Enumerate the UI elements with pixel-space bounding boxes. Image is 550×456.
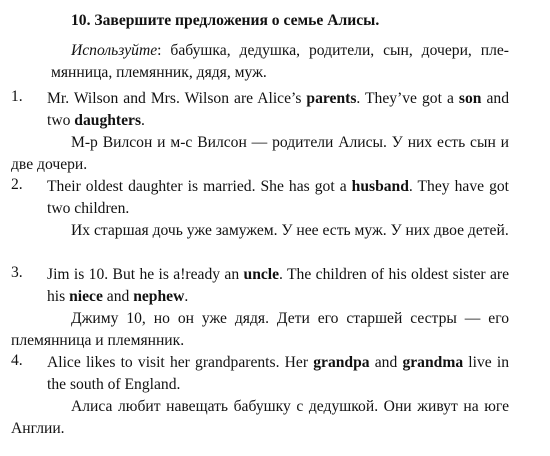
- item-number: 4.: [11, 352, 23, 369]
- exercise-item-2: [11, 176, 509, 242]
- answer-word: uncle: [243, 266, 280, 283]
- sentence-text: and: [102, 288, 134, 305]
- sentence-text: . The children of his oldest sister are his: [47, 266, 509, 305]
- answer-word: son: [458, 90, 482, 107]
- answer-word: daughters: [74, 112, 142, 129]
- sentence-text: . They’ve got a: [356, 90, 459, 107]
- english-sentence: [47, 88, 509, 132]
- exercise-title: 10. Завершите предложения о семье Алисы.: [71, 12, 380, 29]
- sentence-text: Alice likes to visit her grandparents. Her: [47, 354, 314, 371]
- english-sentence: [47, 176, 509, 220]
- item-number: 2.: [11, 176, 23, 193]
- sentence-text: .: [141, 112, 145, 129]
- sentence-text: .: [184, 288, 189, 305]
- answer-word: parents: [306, 90, 357, 107]
- sentence-text: and two: [47, 90, 509, 129]
- russian-translation: Алиса любит навещать бабушку с дедушкой. Они живут на юге Англии.: [11, 398, 509, 437]
- instruction-label: Используйте: [71, 42, 158, 59]
- english-sentence: [47, 264, 509, 308]
- sentence-text: Their oldest daughter is married. She has got a: [47, 178, 352, 195]
- exercise-item-1: [11, 88, 509, 176]
- item-number: 3.: [11, 264, 23, 281]
- answer-word: nephew: [133, 288, 185, 305]
- exercise-item-3: [11, 264, 509, 352]
- answer-word: grandpa: [313, 354, 370, 371]
- sentence-text: live in the south of England.: [47, 354, 510, 393]
- english-sentence: [47, 352, 509, 396]
- sentence-text: . They have got two children.: [47, 178, 509, 217]
- sentence-text: Jim is 10. But he is a!ready an: [47, 266, 244, 283]
- exercise-item-4: [11, 352, 509, 440]
- instruction-text: : бабушка, дедушка, родители, сын, дочери, пле-мянница, племянник, дядя, муж.: [51, 42, 509, 81]
- russian-translation: М-р Вилсон и м-с Вилсон — родители Алисы. У них есть сын и две дочери.: [11, 134, 509, 173]
- item-number: 1.: [11, 88, 23, 105]
- answer-word: husband: [351, 178, 409, 195]
- answer-word: grandma: [402, 354, 464, 371]
- russian-translation: Джиму 10, но он уже дядя. Дети его старшей сестры — его племянница и племянник.: [11, 310, 509, 349]
- exercise-instruction: [51, 40, 509, 84]
- sentence-text: Mr. Wilson and Mrs. Wilson are Alice’s: [47, 90, 307, 107]
- answer-word: niece: [69, 288, 103, 305]
- sentence-text: and: [369, 354, 403, 371]
- russian-translation: Их старшая дочь уже замужем. У нее есть муж. У них двое детей.: [71, 222, 509, 239]
